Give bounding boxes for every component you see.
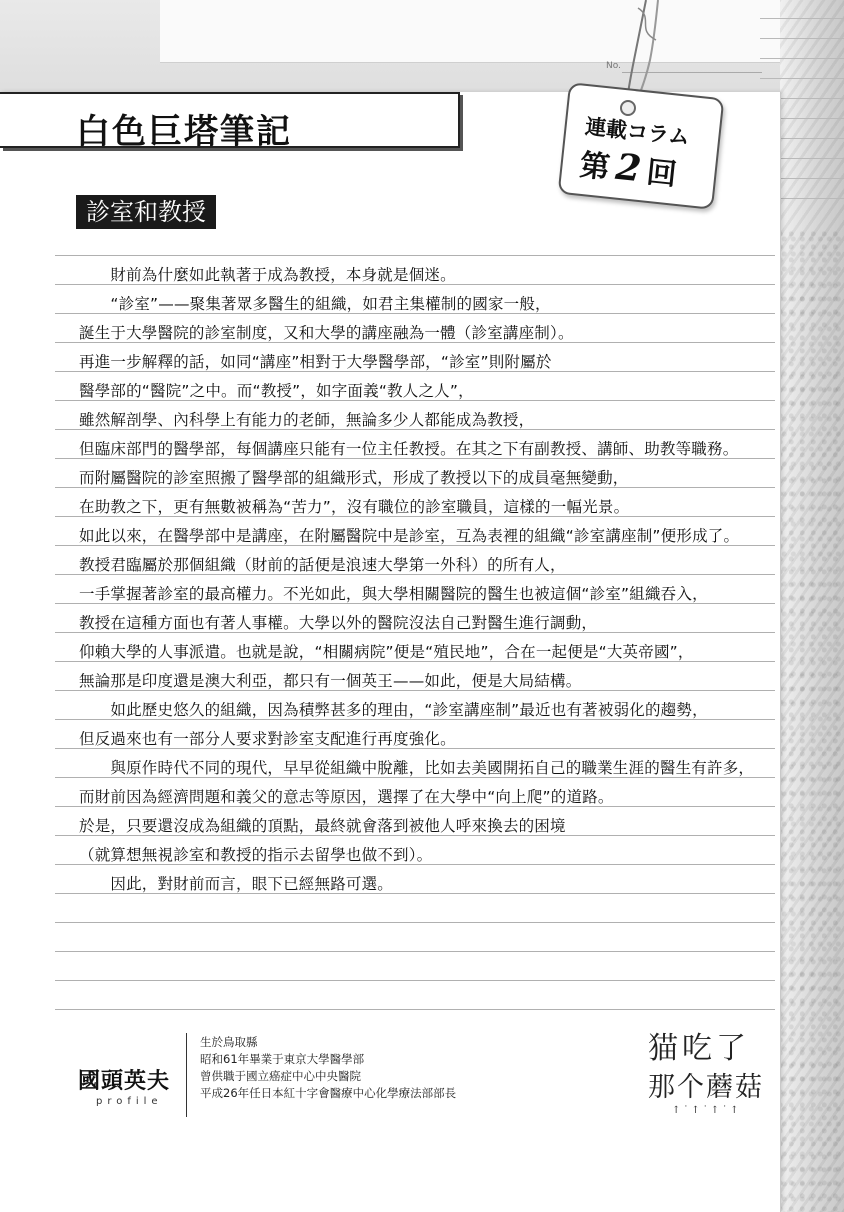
watermark-dots-icon: ↑˙↑˙↑˙↑ xyxy=(672,1105,742,1116)
body-line: 財前為什麼如此執著于成為教授，本身就是個迷。 xyxy=(79,266,456,284)
body-line: 雖然解剖學、內科學上有能力的老師，無論多少人都能成為教授， xyxy=(79,411,535,429)
section-heading: 診室和教授 xyxy=(76,195,216,229)
bio-line: 昭和61年畢業于東京大學醫學部 xyxy=(200,1052,365,1066)
body-line: 而財前因為經濟問題和義父的意志等原因，選擇了在大學中“向上爬”的道路。 xyxy=(79,788,614,806)
bio-line: 曾供職于國立癌症中心中央醫院 xyxy=(200,1069,361,1083)
body-line: 醫學部的“醫院”之中。而“教授”，如字面義“教人之人”， xyxy=(79,382,474,400)
body-line: 但臨床部門的醫學部，每個講座只能有一位主任教授。在其之下有副教授、講師、助教等職務。 xyxy=(79,440,739,458)
profile-label: profile xyxy=(96,1096,163,1107)
profile-name: 國頭英夫 xyxy=(78,1068,171,1094)
tag-suffix: 回 xyxy=(644,155,679,193)
body-line: 再進一步解釋的話，如同“講座”相對于大學醫學部，“診室”則附屬於 xyxy=(79,353,552,371)
number-label: No. xyxy=(606,61,621,71)
tag-series-label: 連載コラム xyxy=(583,114,691,150)
watermark-line1: 猫吃了 xyxy=(648,1031,750,1066)
body-line: “診室”——聚集著眾多醫生的組織，如君主集權制的國家一般， xyxy=(79,295,551,313)
bio-line: 生於鳥取縣 xyxy=(200,1035,258,1049)
page-title: 白色巨塔筆記 xyxy=(76,112,292,152)
bio-line: 平成26年任日本紅十字會醫療中心化學療法部部長 xyxy=(200,1086,457,1100)
body-line: 如此歷史悠久的組織，因為積弊甚多的理由，“診室講座制”最近也有著被弱化的趨勢， xyxy=(79,701,708,719)
body-line: 與原作時代不同的現代，早早從組織中脫離，比如去美國開拓自己的職業生涯的醫生有許多， xyxy=(79,759,755,777)
tag-prefix: 第 xyxy=(578,148,612,186)
body-line: 因此，對財前而言，眼下已經無路可選。 xyxy=(79,875,394,893)
body-line: 一手掌握著診室的最高權力。不光如此，與大學相關醫院的醫生也被這個“診室”組織吞入， xyxy=(79,585,708,603)
watermark-line2: 那个蘑菇 xyxy=(648,1072,764,1103)
tag-number: 2 xyxy=(613,145,644,191)
body-line: 在助教之下，更有無數被稱為“苦力”，沒有職位的診室職員，這樣的一幅光景。 xyxy=(79,498,630,516)
body-line: 無論那是印度還是澳大利亞，都只有一個英王——如此，便是大局結構。 xyxy=(79,672,582,690)
body-line: 於是，只要還沒成為組織的頂點，最終就會落到被他人呼來換去的困境 xyxy=(79,817,566,835)
body-line: 而附屬醫院的診室照搬了醫學部的組織形式，形成了教授以下的成員毫無變動， xyxy=(79,469,629,487)
right-edge-texture xyxy=(778,0,844,1212)
profile-divider xyxy=(186,1033,187,1117)
body-line: 如此以來，在醫學部中是講座，在附屬醫院中是診室，互為表裡的組織“診室講座制”便形成了。 xyxy=(79,527,740,545)
body-line: 教授在這種方面也有著人事權。大學以外的醫院沒法自己對醫生進行調動， xyxy=(79,614,598,632)
body-line: 誕生于大學醫院的診室制度，又和大學的講座融為一體（診室講座制）。 xyxy=(79,324,574,342)
body-line: 但反過來也有一部分人要求對診室支配進行再度強化。 xyxy=(79,730,456,748)
body-line: 仰賴大學的人事派遣。也就是說，“相關病院”便是“殖民地”，合在一起便是“大英帝國”， xyxy=(79,643,694,661)
body-line: 教授君臨屬於那個組織（財前的話便是浪速大學第一外科）的所有人， xyxy=(79,556,566,574)
body-line: （就算想無視診室和教授的指示去留學也做不到）。 xyxy=(79,846,433,864)
watermark-logo xyxy=(648,1023,768,1123)
